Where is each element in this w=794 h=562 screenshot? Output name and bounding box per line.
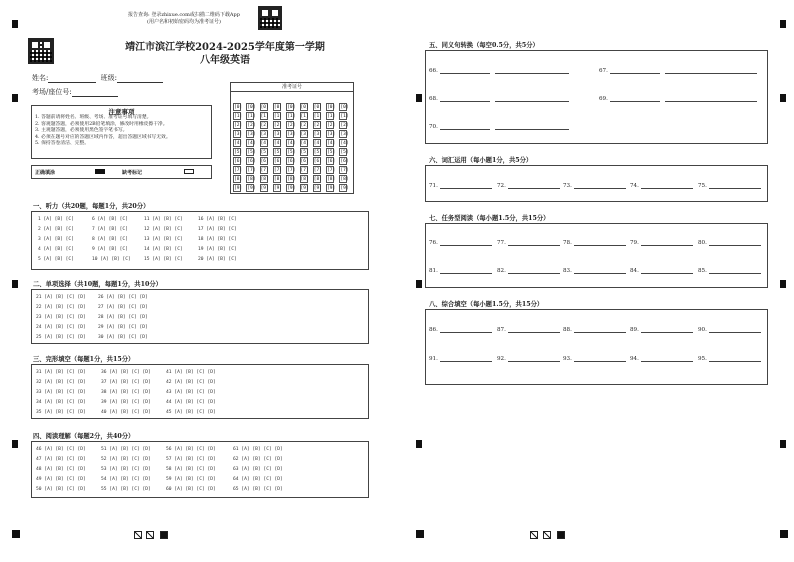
answer-bubbles[interactable]: 44 [A] [B] [C] [D] bbox=[166, 400, 216, 405]
page-marker bbox=[543, 531, 551, 539]
exam-id-digit-bubble[interactable]: [8] bbox=[234, 176, 243, 182]
class-field[interactable] bbox=[117, 75, 163, 83]
registration-mark bbox=[12, 440, 18, 448]
exam-id-digit-bubble[interactable]: [1] bbox=[327, 113, 336, 119]
answer-bubbles[interactable]: 39 [A] [B] [C] [D] bbox=[101, 400, 151, 405]
answer-line[interactable] bbox=[563, 356, 626, 362]
exam-id-digit-bubble[interactable]: [6] bbox=[313, 158, 322, 164]
exam-id-digit-bubble[interactable]: [5] bbox=[327, 149, 336, 155]
exam-id-digit-bubble[interactable]: [1] bbox=[260, 113, 269, 119]
exam-id-digit-bubble[interactable]: [9] bbox=[287, 185, 296, 191]
exam-id-digit-bubble[interactable]: [8] bbox=[300, 176, 309, 182]
answer-bubbles[interactable]: 3 [A] [B] [C] bbox=[38, 237, 74, 242]
exam-id-digit-bubble[interactable]: [3] bbox=[300, 131, 309, 137]
registration-mark bbox=[12, 20, 18, 28]
answer-bubbles[interactable]: 53 [A] [B] [C] [D] bbox=[101, 467, 151, 472]
answer-bubbles[interactable]: 32 [A] [B] [C] [D] bbox=[36, 380, 86, 385]
answer-bubbles[interactable]: 64 [A] [B] [C] [D] bbox=[233, 477, 283, 482]
exam-id-digit-bubble[interactable]: [9] bbox=[300, 185, 309, 191]
answer-bubbles[interactable]: 22 [A] [B] [C] [D] bbox=[36, 305, 86, 310]
answer-bubbles[interactable]: 27 [A] [B] [C] [D] bbox=[98, 305, 148, 310]
exam-id-digit-bubble[interactable]: [2] bbox=[340, 122, 349, 128]
answer-bubbles[interactable]: 60 [A] [B] [C] [D] bbox=[166, 487, 216, 492]
exam-id-digit-bubble[interactable]: [0] bbox=[340, 105, 349, 110]
answer-line[interactable] bbox=[429, 124, 490, 130]
question-number: 66. bbox=[429, 68, 438, 74]
room-field[interactable] bbox=[72, 89, 118, 97]
answer-box bbox=[425, 309, 768, 385]
exam-id-digit-bubble[interactable]: [8] bbox=[247, 176, 256, 182]
exam-id-digit-bubble[interactable]: [7] bbox=[287, 167, 296, 173]
exam-id-digit-bubble[interactable]: [3] bbox=[340, 131, 349, 137]
registration-mark bbox=[416, 280, 422, 288]
answer-bubbles[interactable]: 29 [A] [B] [C] [D] bbox=[98, 325, 148, 330]
answer-bubbles[interactable]: 50 [A] [B] [C] [D] bbox=[36, 487, 86, 492]
question-number: 91. bbox=[429, 356, 438, 362]
exam-id-label: 准考证号 bbox=[230, 82, 354, 92]
name-field[interactable] bbox=[48, 75, 96, 83]
exam-id-digit-bubble[interactable]: [0] bbox=[287, 105, 296, 110]
exam-id-digit-bubble[interactable]: [7] bbox=[327, 167, 336, 173]
answer-line[interactable] bbox=[429, 327, 492, 333]
page-marker bbox=[557, 531, 565, 539]
question-number: 87. bbox=[497, 327, 506, 333]
answer-line[interactable] bbox=[698, 356, 761, 362]
section-title: 五、同义句转换（每空0.5分，共5分） bbox=[429, 42, 539, 49]
exam-id-digit-bubble[interactable]: [5] bbox=[273, 149, 283, 155]
answer-bubbles[interactable]: 7 [A] [B] [C] bbox=[92, 227, 128, 232]
answer-bubbles[interactable]: 34 [A] [B] [C] [D] bbox=[36, 400, 86, 405]
exam-id-digit-bubble[interactable]: [9] bbox=[327, 185, 336, 191]
answer-bubbles[interactable]: 65 [A] [B] [C] [D] bbox=[233, 487, 283, 492]
exam-id-digit-bubble[interactable]: [2] bbox=[300, 122, 309, 128]
notice-item: 4. 必须在题号对应的答题区域内作答，超出答题区域书写无效。 bbox=[35, 134, 171, 140]
notice-item: 5. 保持答卷清洁、完整。 bbox=[35, 141, 90, 147]
answer-bubbles[interactable]: 33 [A] [B] [C] [D] bbox=[36, 390, 86, 395]
section-title: 一、听力（共20题，每题1分，共20分） bbox=[33, 203, 150, 210]
registration-mark bbox=[780, 20, 786, 28]
question-number: 88. bbox=[563, 327, 572, 333]
answer-line[interactable] bbox=[630, 356, 693, 362]
exam-id-digit-bubble[interactable]: [4] bbox=[327, 140, 336, 146]
page-marker bbox=[146, 531, 154, 539]
exam-id-digit-bubble[interactable]: [4] bbox=[247, 140, 256, 146]
exam-id-digit-bubble[interactable]: [4] bbox=[313, 140, 322, 146]
answer-bubbles[interactable]: 61 [A] [B] [C] [D] bbox=[233, 447, 283, 452]
answer-bubbles[interactable]: 8 [A] [B] [C] bbox=[92, 237, 128, 242]
answer-bubbles[interactable]: 62 [A] [B] [C] [D] bbox=[233, 457, 283, 462]
exam-id-digit-bubble[interactable]: [5] bbox=[234, 149, 243, 155]
answer-line[interactable] bbox=[630, 268, 693, 274]
answer-bubbles[interactable]: 63 [A] [B] [C] [D] bbox=[233, 467, 283, 472]
answer-line[interactable] bbox=[429, 268, 492, 274]
exam-id-digit-bubble[interactable]: [9] bbox=[247, 185, 256, 191]
exam-id-digit-bubble[interactable]: [7] bbox=[273, 167, 283, 173]
exam-id-digit-bubble[interactable]: [6] bbox=[260, 158, 269, 164]
exam-id-digit-bubble[interactable]: [1] bbox=[313, 113, 322, 119]
answer-line[interactable] bbox=[563, 240, 626, 246]
notice-item: 1. 答题前请将姓名、班级、考场、准考证号填写清楚。 bbox=[35, 115, 152, 120]
answer-bubbles[interactable]: 26 [A] [B] [C] [D] bbox=[98, 295, 148, 300]
page-subtitle: 八年级英语 bbox=[200, 55, 250, 66]
answer-bubbles[interactable]: 41 [A] [B] [C] [D] bbox=[166, 370, 216, 375]
answer-line[interactable] bbox=[599, 96, 660, 102]
exam-id-digit-bubble[interactable]: [0] bbox=[313, 105, 322, 110]
question-number: 69. bbox=[599, 96, 608, 102]
question-number: 86. bbox=[429, 327, 438, 333]
exam-id-digit-bubble[interactable]: [9] bbox=[340, 185, 349, 191]
answer-line[interactable] bbox=[663, 68, 757, 74]
exam-id-column bbox=[339, 103, 347, 193]
exam-id-digit-bubble[interactable]: [4] bbox=[234, 140, 243, 146]
registration-mark bbox=[12, 530, 20, 538]
question-number: 79. bbox=[630, 240, 639, 246]
exam-id-digit-bubble[interactable]: [5] bbox=[300, 149, 309, 155]
answer-line[interactable] bbox=[698, 268, 761, 274]
question-number: 78. bbox=[563, 240, 572, 246]
question-number: 67. bbox=[599, 68, 608, 74]
answer-bubbles[interactable]: 37 [A] [B] [C] [D] bbox=[101, 380, 151, 385]
exam-id-digit-bubble[interactable]: [2] bbox=[260, 122, 269, 128]
exam-id-digit-bubble[interactable]: [9] bbox=[234, 185, 243, 191]
answer-line[interactable] bbox=[493, 124, 569, 130]
room-info: 考场/座位号: bbox=[32, 87, 118, 97]
exam-id-digit-bubble[interactable]: [2] bbox=[287, 122, 296, 128]
question-number: 93. bbox=[563, 356, 572, 362]
question-number: 68. bbox=[429, 96, 438, 102]
exam-id-digit-bubble[interactable]: [5] bbox=[260, 149, 269, 155]
answer-bubbles[interactable]: 25 [A] [B] [C] [D] bbox=[36, 335, 86, 340]
exam-id-digit-bubble[interactable]: [1] bbox=[234, 113, 243, 119]
answer-bubbles[interactable]: 46 [A] [B] [C] [D] bbox=[36, 447, 86, 452]
question-number: 92. bbox=[497, 356, 506, 362]
answer-bubbles[interactable]: 19 [A] [B] [C] bbox=[198, 247, 237, 252]
page-marker bbox=[160, 531, 168, 539]
page-marker bbox=[530, 531, 538, 539]
exam-id-digit-bubble[interactable]: [3] bbox=[260, 131, 269, 137]
exam-id-digit-bubble[interactable]: [9] bbox=[260, 185, 269, 191]
question-number: 76. bbox=[429, 240, 438, 246]
exam-id-digit-bubble[interactable]: [6] bbox=[273, 158, 283, 164]
exam-id-digit-bubble[interactable]: [0] bbox=[300, 105, 309, 110]
registration-mark bbox=[416, 530, 424, 538]
exam-id-digit-bubble[interactable]: [6] bbox=[234, 158, 243, 164]
missing-mark-box[interactable] bbox=[184, 169, 194, 174]
answer-line[interactable] bbox=[429, 240, 492, 246]
exam-id-digit-bubble[interactable]: [3] bbox=[247, 131, 256, 137]
page-title: 靖江市滨江学校2024-2025学年度第一学期 bbox=[125, 42, 325, 53]
answer-bubbles[interactable]: 20 [A] [B] [C] bbox=[198, 257, 237, 262]
exam-id-digit-bubble[interactable]: [4] bbox=[287, 140, 296, 146]
question-number: 77. bbox=[497, 240, 506, 246]
question-number: 84. bbox=[630, 268, 639, 274]
registration-mark bbox=[12, 94, 18, 102]
answer-bubbles[interactable]: 48 [A] [B] [C] [D] bbox=[36, 467, 86, 472]
answer-line[interactable] bbox=[497, 327, 560, 333]
answer-bubbles[interactable]: 21 [A] [B] [C] [D] bbox=[36, 295, 86, 300]
exam-id-digit-bubble[interactable]: [6] bbox=[287, 158, 296, 164]
answer-bubbles[interactable]: 23 [A] [B] [C] [D] bbox=[36, 315, 86, 320]
answer-bubbles[interactable]: 1 [A] [B] [C] bbox=[38, 217, 74, 222]
answer-bubbles[interactable]: 52 [A] [B] [C] [D] bbox=[101, 457, 151, 462]
exam-id-column bbox=[286, 103, 294, 193]
answer-line[interactable] bbox=[493, 96, 569, 102]
answer-bubbles[interactable]: 57 [A] [B] [C] [D] bbox=[166, 457, 216, 462]
answer-line[interactable] bbox=[663, 96, 757, 102]
exam-id-column bbox=[326, 103, 334, 193]
answer-line[interactable] bbox=[630, 327, 693, 333]
section-title: 六、词汇运用（每小题1分，共5分） bbox=[429, 157, 533, 164]
answer-bubbles[interactable]: 55 [A] [B] [C] [D] bbox=[101, 487, 151, 492]
exam-id-digit-bubble[interactable]: [1] bbox=[273, 113, 283, 119]
answer-bubbles[interactable]: 15 [A] [B] [C] bbox=[144, 257, 183, 262]
exam-id-column bbox=[233, 103, 241, 193]
answer-bubbles[interactable]: 43 [A] [B] [C] [D] bbox=[166, 390, 216, 395]
exam-id-digit-bubble[interactable]: [7] bbox=[260, 167, 269, 173]
question-number: 74. bbox=[630, 183, 639, 189]
exam-id-digit-bubble[interactable]: [0] bbox=[260, 105, 269, 110]
question-number: 75. bbox=[698, 183, 707, 189]
exam-id-digit-bubble[interactable]: [2] bbox=[313, 122, 322, 128]
answer-line[interactable] bbox=[497, 268, 560, 274]
report-note: 报告查询: 登录zhixue.com或扫描二维码下载App (用户名和初始密码均为准考证号) bbox=[128, 12, 240, 25]
answer-bubbles[interactable]: 56 [A] [B] [C] [D] bbox=[166, 447, 216, 452]
registration-mark bbox=[12, 280, 18, 288]
answer-bubbles[interactable]: 17 [A] [B] [C] bbox=[198, 227, 237, 232]
section-title: 二、单项选择（共10题，每题1分，共10分） bbox=[33, 281, 162, 288]
answer-line[interactable] bbox=[429, 68, 490, 74]
question-number: 80. bbox=[698, 240, 707, 246]
exam-id-digit-bubble[interactable]: [4] bbox=[300, 140, 309, 146]
notice-item: 2. 客观题答题，必须使用2B铅笔填涂，修改时用橡皮擦干净。 bbox=[35, 121, 168, 127]
exam-id-digit-bubble[interactable]: [1] bbox=[300, 113, 309, 119]
exam-id-digit-bubble[interactable]: [8] bbox=[260, 176, 269, 182]
exam-id-digit-bubble[interactable]: [8] bbox=[287, 176, 296, 182]
exam-id-digit-bubble[interactable]: [6] bbox=[300, 158, 309, 164]
answer-line[interactable] bbox=[599, 68, 660, 74]
exam-id-digit-bubble[interactable]: [0] bbox=[327, 105, 336, 110]
exam-id-digit-bubble[interactable]: [1] bbox=[247, 113, 256, 119]
exam-id-digit-bubble[interactable]: [6] bbox=[340, 158, 349, 164]
section-title: 三、完形填空（每题1分，共15分） bbox=[33, 356, 135, 363]
exam-id-digit-bubble[interactable]: [0] bbox=[234, 105, 243, 110]
question-number: 83. bbox=[563, 268, 572, 274]
answer-line[interactable] bbox=[698, 327, 761, 333]
answer-line[interactable] bbox=[563, 327, 626, 333]
registration-mark bbox=[780, 94, 786, 102]
answer-bubbles[interactable]: 10 [A] [B] [C] bbox=[92, 257, 131, 262]
answer-bubbles[interactable]: 18 [A] [B] [C] bbox=[198, 237, 237, 242]
notice-title: 注意事项 bbox=[108, 108, 135, 116]
answer-line[interactable] bbox=[563, 268, 626, 274]
exam-id-digit-bubble[interactable]: [3] bbox=[273, 131, 283, 137]
exam-id-digit-bubble[interactable]: [1] bbox=[287, 113, 296, 119]
student-info: 姓名: 班级: bbox=[32, 73, 163, 83]
question-number: 70. bbox=[429, 124, 438, 130]
question-number: 85. bbox=[698, 268, 707, 274]
exam-id-digit-bubble[interactable]: [3] bbox=[327, 131, 336, 137]
exam-id-digit-bubble[interactable]: [8] bbox=[340, 176, 349, 182]
exam-id-digit-bubble[interactable]: [4] bbox=[340, 140, 349, 146]
answer-bubbles[interactable]: 4 [A] [B] [C] bbox=[38, 247, 74, 252]
answer-line[interactable] bbox=[429, 96, 490, 102]
question-number: 71. bbox=[429, 183, 438, 189]
answer-line[interactable] bbox=[630, 183, 693, 189]
exam-id-digit-bubble[interactable]: [8] bbox=[327, 176, 336, 182]
exam-id-digit-bubble[interactable]: [8] bbox=[313, 176, 322, 182]
section-title: 四、阅读理解（每题2分，共40分） bbox=[33, 433, 135, 440]
registration-mark bbox=[416, 94, 422, 102]
answer-bubbles[interactable]: 12 [A] [B] [C] bbox=[144, 227, 183, 232]
answer-bubbles[interactable]: 24 [A] [B] [C] [D] bbox=[36, 325, 86, 330]
exam-id-column bbox=[260, 103, 268, 193]
answer-bubbles[interactable]: 6 [A] [B] [C] bbox=[92, 217, 128, 222]
answer-bubbles[interactable]: 2 [A] [B] [C] bbox=[38, 227, 74, 232]
exam-id-digit-bubble[interactable]: [2] bbox=[273, 122, 283, 128]
question-number: 90. bbox=[698, 327, 707, 333]
exam-id-digit-bubble[interactable]: [7] bbox=[234, 167, 243, 173]
answer-bubbles[interactable]: 42 [A] [B] [C] [D] bbox=[166, 380, 216, 385]
question-number: 72. bbox=[497, 183, 506, 189]
answer-line[interactable] bbox=[497, 240, 560, 246]
exam-id-digit-bubble[interactable]: [2] bbox=[327, 122, 336, 128]
correct-fill-sample bbox=[95, 169, 105, 174]
exam-id-digit-bubble[interactable]: [3] bbox=[287, 131, 296, 137]
exam-id-digit-bubble[interactable]: [9] bbox=[313, 185, 322, 191]
exam-id-digit-bubble[interactable]: [6] bbox=[247, 158, 256, 164]
answer-bubbles[interactable]: 11 [A] [B] [C] bbox=[144, 217, 183, 222]
question-number: 81. bbox=[429, 268, 438, 274]
exam-id-column bbox=[300, 103, 308, 193]
answer-bubbles[interactable]: 30 [A] [B] [C] [D] bbox=[98, 335, 148, 340]
answer-bubbles[interactable]: 51 [A] [B] [C] [D] bbox=[101, 447, 151, 452]
answer-bubbles[interactable]: 28 [A] [B] [C] [D] bbox=[98, 315, 148, 320]
answer-line[interactable] bbox=[497, 356, 560, 362]
notice-list bbox=[35, 115, 210, 148]
question-number: 94. bbox=[630, 356, 639, 362]
registration-mark bbox=[780, 440, 786, 448]
answer-bubbles[interactable]: 13 [A] [B] [C] bbox=[144, 237, 183, 242]
exam-id-digit-bubble[interactable]: [0] bbox=[247, 105, 256, 110]
exam-id-digit-bubble[interactable]: [2] bbox=[247, 122, 256, 128]
answer-bubbles[interactable]: 14 [A] [B] [C] bbox=[144, 247, 183, 252]
answer-bubbles[interactable]: 9 [A] [B] [C] bbox=[92, 247, 128, 252]
notice-item: 3. 主观题答题，必须使用黑色签字笔书写。 bbox=[35, 128, 128, 134]
answer-bubbles[interactable]: 40 [A] [B] [C] [D] bbox=[101, 410, 151, 415]
section-title: 八、综合填空（每小题1.5分，共15分） bbox=[429, 301, 544, 308]
exam-id-digit-bubble[interactable]: [7] bbox=[247, 167, 256, 173]
answer-bubbles[interactable]: 47 [A] [B] [C] [D] bbox=[36, 457, 86, 462]
exam-id-digit-bubble[interactable]: [4] bbox=[273, 140, 283, 146]
exam-id-column bbox=[313, 103, 321, 193]
answer-bubbles[interactable]: 59 [A] [B] [C] [D] bbox=[166, 477, 216, 482]
question-number: 89. bbox=[630, 327, 639, 333]
question-number: 95. bbox=[698, 356, 707, 362]
answer-line[interactable] bbox=[497, 183, 560, 189]
missing-mark-label: 缺考标记 bbox=[122, 170, 143, 176]
exam-id-digit-bubble[interactable]: [2] bbox=[234, 122, 243, 128]
answer-bubbles[interactable]: 49 [A] [B] [C] [D] bbox=[36, 477, 86, 482]
answer-bubbles[interactable]: 16 [A] [B] [C] bbox=[198, 217, 237, 222]
answer-line[interactable] bbox=[493, 68, 569, 74]
exam-id-digit-bubble[interactable]: [5] bbox=[287, 149, 296, 155]
exam-id-digit-bubble[interactable]: [4] bbox=[260, 140, 269, 146]
answer-line[interactable] bbox=[429, 356, 492, 362]
exam-id-digit-bubble[interactable]: [5] bbox=[340, 149, 349, 155]
exam-id-digit-bubble[interactable]: [8] bbox=[273, 176, 283, 182]
exam-id-digit-bubble[interactable]: [9] bbox=[273, 185, 283, 191]
exam-id-digit-bubble[interactable]: [7] bbox=[300, 167, 309, 173]
answer-bubbles[interactable]: 54 [A] [B] [C] [D] bbox=[101, 477, 151, 482]
exam-id-digit-bubble[interactable]: [6] bbox=[327, 158, 336, 164]
exam-id-digit-bubble[interactable]: [7] bbox=[340, 167, 349, 173]
page-marker bbox=[134, 531, 142, 539]
question-number: 73. bbox=[563, 183, 572, 189]
registration-mark bbox=[780, 280, 786, 288]
exam-id-digit-bubble[interactable]: [0] bbox=[273, 105, 283, 110]
answer-bubbles[interactable]: 36 [A] [B] [C] [D] bbox=[101, 370, 151, 375]
answer-bubbles[interactable]: 31 [A] [B] [C] [D] bbox=[36, 370, 86, 375]
exam-id-digit-bubble[interactable]: [3] bbox=[234, 131, 243, 137]
exam-id-digit-bubble[interactable]: [1] bbox=[340, 113, 349, 119]
correct-fill-label: 正确填涂 bbox=[35, 170, 56, 176]
answer-bubbles[interactable]: 45 [A] [B] [C] [D] bbox=[166, 410, 216, 415]
answer-line[interactable] bbox=[698, 183, 761, 189]
answer-bubbles[interactable]: 58 [A] [B] [C] [D] bbox=[166, 467, 216, 472]
answer-box bbox=[425, 223, 768, 288]
exam-id-digit-bubble[interactable]: [5] bbox=[313, 149, 322, 155]
answer-line[interactable] bbox=[630, 240, 693, 246]
answer-line[interactable] bbox=[698, 240, 761, 246]
exam-id-digit-bubble[interactable]: [5] bbox=[247, 149, 256, 155]
exam-id-digit-bubble[interactable]: [7] bbox=[313, 167, 322, 173]
answer-bubbles[interactable]: 38 [A] [B] [C] [D] bbox=[101, 390, 151, 395]
exam-id-digit-bubble[interactable]: [3] bbox=[313, 131, 322, 137]
answer-bubbles[interactable]: 5 [A] [B] [C] bbox=[38, 257, 74, 262]
exam-id-column bbox=[273, 103, 281, 193]
exam-id-write-row[interactable] bbox=[232, 93, 352, 102]
registration-mark bbox=[416, 440, 422, 448]
answer-line[interactable] bbox=[563, 183, 626, 189]
exam-id-column bbox=[246, 103, 254, 193]
answer-bubbles[interactable]: 35 [A] [B] [C] [D] bbox=[36, 410, 86, 415]
question-number: 82. bbox=[497, 268, 506, 274]
sheet-qr-code bbox=[28, 38, 54, 64]
app-qr-code bbox=[258, 6, 282, 30]
registration-mark bbox=[780, 530, 788, 538]
answer-line[interactable] bbox=[429, 183, 492, 189]
section-title: 七、任务型阅读（每小题1.5分，共15分） bbox=[429, 215, 550, 222]
